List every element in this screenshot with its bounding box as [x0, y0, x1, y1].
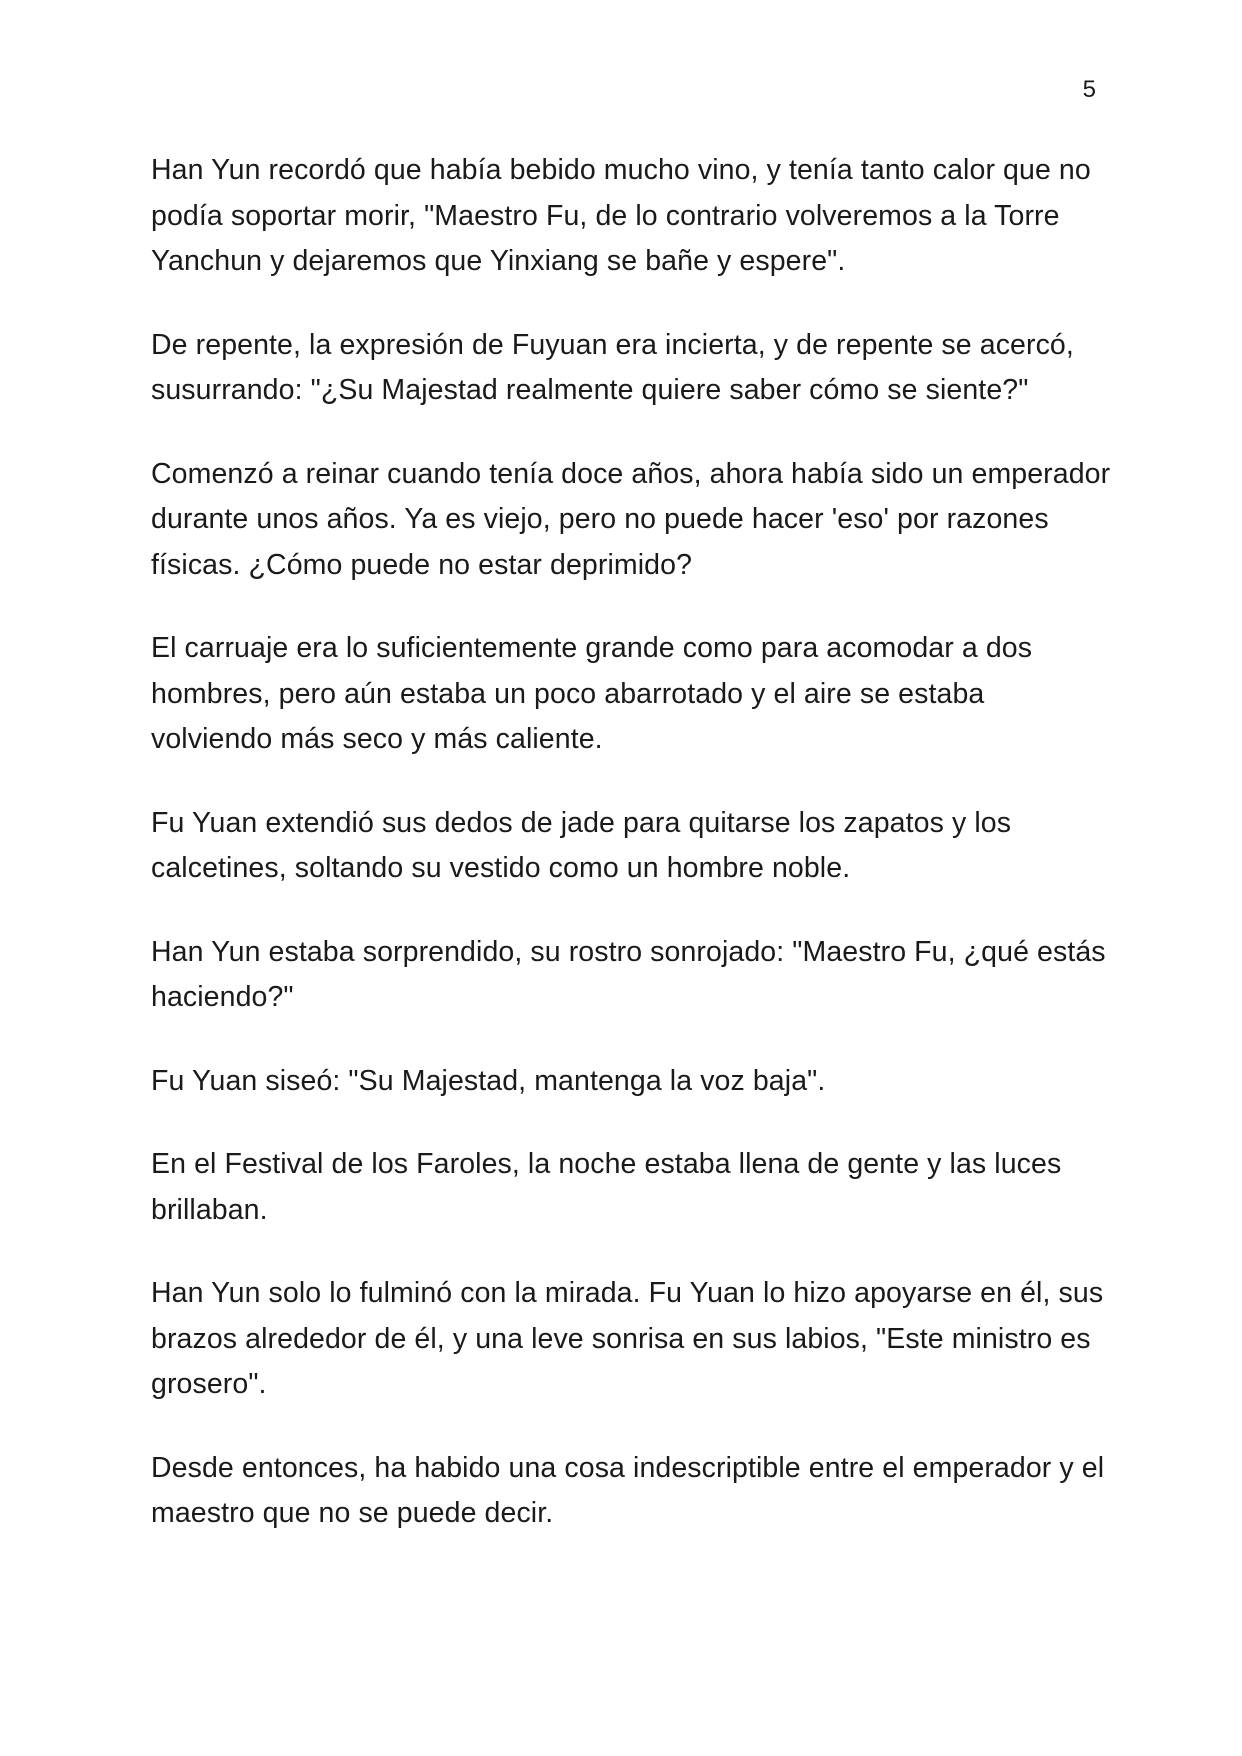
paragraph-line: Yanchun y dejaremos que Yinxiang se bañe y espere".: [151, 245, 846, 277]
paragraph-line: El carruaje era lo suficientemente grande como para acomodar a dos: [151, 632, 1033, 664]
text-body: [151, 148, 1111, 1575]
paragraph-line: físicas. ¿Cómo puede no estar deprimido?: [151, 548, 693, 581]
paragraph-line: Desde entonces, ha habido una cosa indescriptible entre el emperador y el: [151, 1451, 1105, 1484]
paragraph-line: durante unos años. Ya es viejo, pero no puede hacer 'eso' por razones: [151, 503, 1049, 535]
paragraph-line: Comenzó a reinar cuando tenía doce años, ahora había sido un emperador: [151, 457, 1111, 490]
paragraph-line: Han Yun solo lo fulminó con la mirada. Fu Yuan lo hizo apoyarse en él, sus: [151, 1277, 1104, 1309]
page-number: 5: [1082, 76, 1096, 103]
paragraph-line: Fu Yuan siseó: "Su Majestad, mantenga la voz baja".: [151, 1064, 826, 1097]
paragraph-10: [151, 1446, 1111, 1537]
paragraph-line: Han Yun estaba sorprendido, su rostro sonrojado: "Maestro Fu, ¿qué estás: [151, 935, 1106, 968]
paragraph-line: En el Festival de los Faroles, la noche estaba llena de gente y las luces: [151, 1148, 1062, 1180]
paragraph-8: [151, 1142, 1111, 1233]
paragraph-line: Han Yun recordó que había bebido mucho vino, y tenía tanto calor que no: [151, 154, 1091, 186]
paragraph-6: [151, 930, 1111, 1021]
paragraph-line: volviendo más seco y más caliente.: [151, 723, 603, 755]
paragraph-9: [151, 1271, 1111, 1408]
paragraph-line: calcetines, soltando su vestido como un hombre noble.: [151, 852, 851, 884]
paragraph-2: [151, 323, 1111, 414]
paragraph-4: [151, 626, 1111, 763]
paragraph-line: haciendo?": [151, 981, 294, 1013]
paragraph-line: maestro que no se puede decir.: [151, 1497, 554, 1529]
paragraph-line: hombres, pero aún estaba un poco abarrotado y el aire se estaba: [151, 677, 985, 710]
paragraph-line: brillaban.: [151, 1193, 268, 1226]
paragraph-line: podía soportar morir, "Maestro Fu, de lo contrario volveremos a la Torre: [151, 199, 1060, 232]
paragraph-line: susurrando: "¿Su Majestad realmente quiere saber cómo se siente?": [151, 374, 1029, 406]
paragraph-5: [151, 801, 1111, 892]
paragraph-line: De repente, la expresión de Fuyuan era incierta, y de repente se acercó,: [151, 328, 1074, 361]
paragraph-line: grosero".: [151, 1368, 267, 1400]
paragraph-1: [151, 148, 1111, 285]
paragraph-line: brazos alrededor de él, y una leve sonrisa en sus labios, "Este ministro es: [151, 1322, 1091, 1355]
paragraph-line: Fu Yuan extendió sus dedos de jade para quitarse los zapatos y los: [151, 806, 1012, 839]
paragraph-3: [151, 452, 1111, 589]
paragraph-7: [151, 1059, 1111, 1105]
